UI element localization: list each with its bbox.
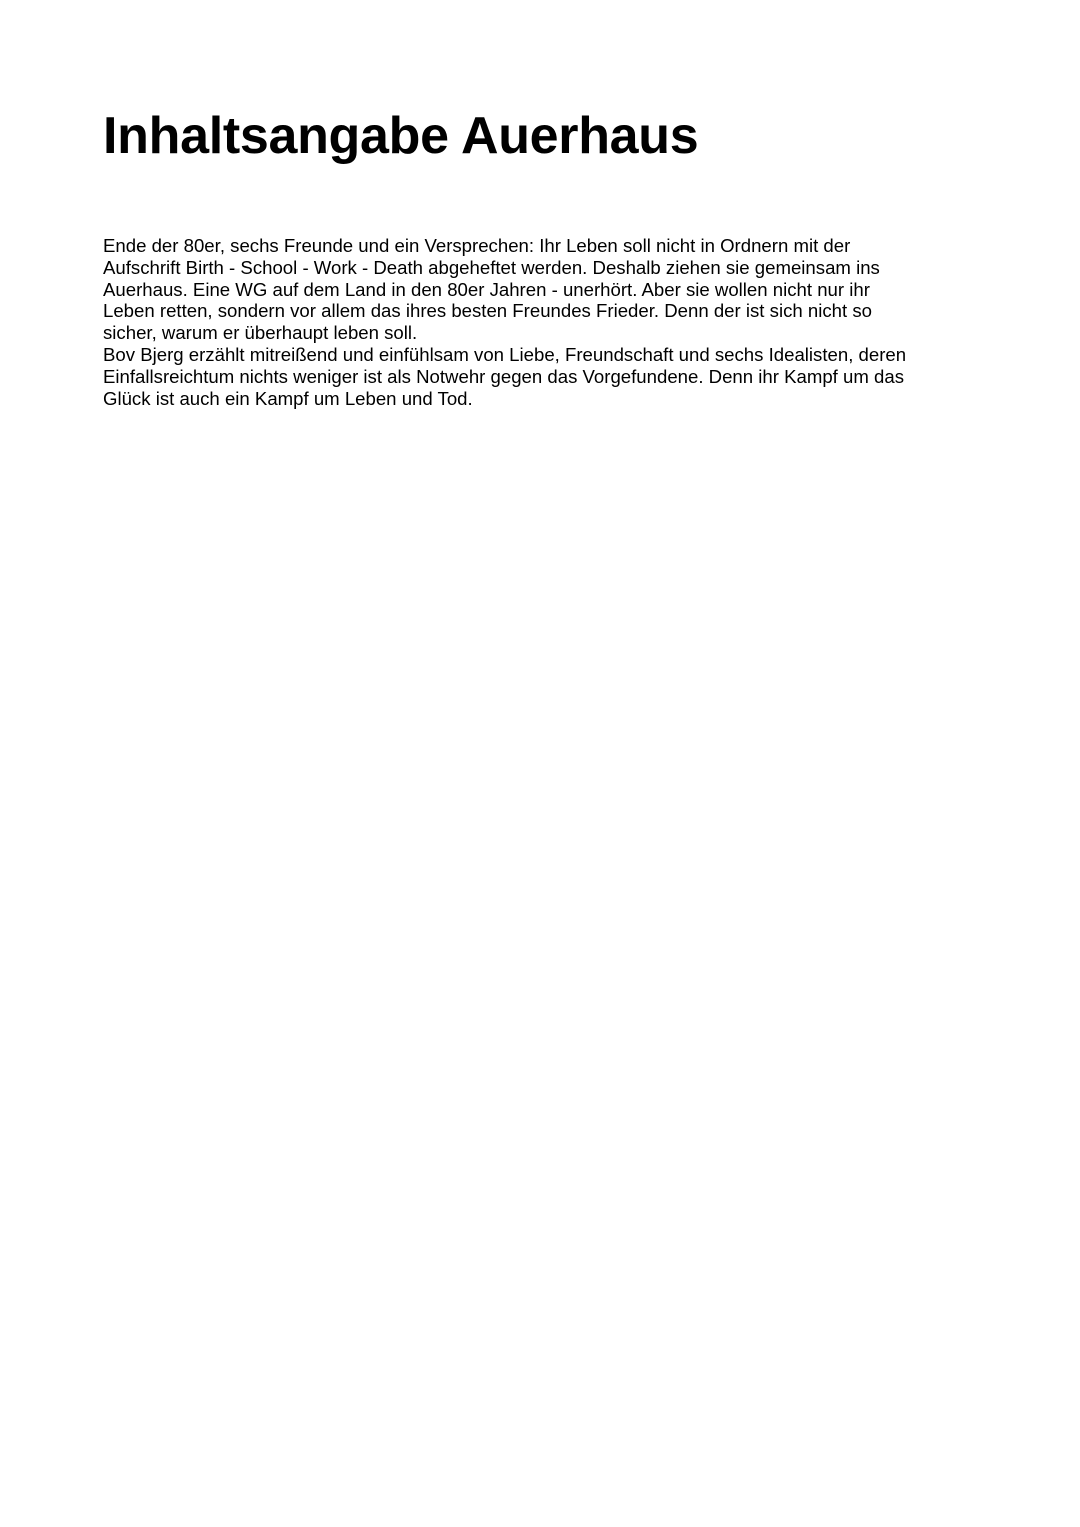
text-line: Bov Bjerg erzählt mitreißend und einfühlsam von Liebe, Freundschaft und sechs Idealisten, deren bbox=[103, 343, 907, 365]
text-line: Ende der 80er, sechs Freunde und ein Versprechen: Ihr Leben soll nicht in Ordnern mit der bbox=[103, 235, 851, 256]
document-title: Inhaltsangabe Auerhaus bbox=[103, 107, 699, 165]
text-line: sicher, warum er überhaupt leben soll. bbox=[103, 322, 418, 344]
text-line: Glück ist auch ein Kampf um Leben und Tod. bbox=[103, 387, 473, 409]
text-line: Auerhaus. Eine WG auf dem Land in den 80er Jahren - unerhört. Aber sie wollen nicht nur ihr bbox=[103, 278, 870, 300]
text-line: Leben retten, sondern vor allem das ihres besten Freundes Frieder. Denn der ist sich nicht so bbox=[103, 300, 872, 322]
summary-paragraph bbox=[103, 235, 1003, 409]
text-line: Einfallsreichtum nichts weniger ist als Notwehr gegen das Vorgefundene. Denn ihr Kampf um das bbox=[103, 365, 904, 387]
text-line: Aufschrift Birth - School - Work - Death abgeheftet werden. Deshalb ziehen sie gemeinsam ins bbox=[103, 256, 880, 278]
